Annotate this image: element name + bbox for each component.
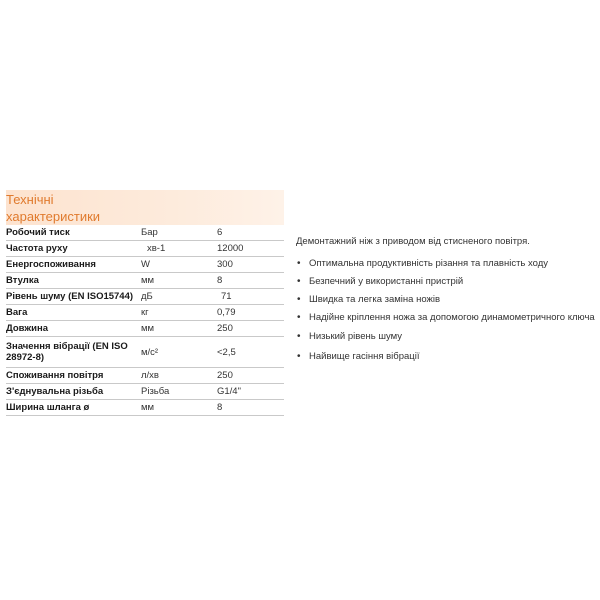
bullet-icon: • <box>297 351 301 362</box>
param-name: Енергоспоживання <box>6 257 141 273</box>
list-item <box>297 276 463 287</box>
param-unit: W <box>141 257 217 273</box>
param-unit: мм <box>141 400 217 416</box>
list-item <box>297 312 595 323</box>
param-unit: кг <box>141 305 217 321</box>
feature-text: Низький рівень шуму <box>309 331 402 342</box>
param-value: 6 <box>217 225 284 241</box>
param-value: 12000 <box>217 241 284 257</box>
table-row <box>6 337 284 368</box>
param-value: 300 <box>217 257 284 273</box>
param-unit: мм <box>141 273 217 289</box>
spec-title-line1: Технічні <box>6 192 54 207</box>
param-value: 250 <box>217 368 284 384</box>
feature-text: Оптимальна продуктивність різання та плавність ходу <box>309 258 549 269</box>
table-row <box>6 384 284 400</box>
product-description: Демонтажний ніж з приводом від стисненого повітря. <box>296 236 530 247</box>
table-row <box>6 305 284 321</box>
param-name: Довжина <box>6 321 141 337</box>
param-name: Вага <box>6 305 141 321</box>
spec-title <box>6 190 284 225</box>
table-row <box>6 257 284 273</box>
param-unit: л/хв <box>141 368 217 384</box>
feature-text: Безпечний у використанні пристрій <box>309 276 464 287</box>
table-row <box>6 400 284 416</box>
feature-text: Надійне кріплення ножа за допомогою динамометричного ключа <box>309 312 595 323</box>
bullet-icon: • <box>297 276 301 287</box>
param-name: Рівень шуму (EN ISO15744) <box>6 289 141 305</box>
param-unit: Бар <box>141 225 217 241</box>
param-value: 8 <box>217 400 284 416</box>
bullet-icon: • <box>297 294 301 305</box>
param-value: <2,5 <box>217 337 284 368</box>
table-row <box>6 289 284 305</box>
list-item <box>297 351 419 362</box>
bullet-icon: • <box>297 258 301 269</box>
spec-table <box>6 225 284 416</box>
param-unit: Різьба <box>141 384 217 400</box>
list-item <box>297 294 440 305</box>
feature-text: Найвище гасіння вібрації <box>309 351 420 362</box>
param-name: Споживання повітря <box>6 368 141 384</box>
spec-table-block <box>6 190 284 416</box>
list-item <box>297 258 548 269</box>
table-row <box>6 368 284 384</box>
param-value: 0,79 <box>217 305 284 321</box>
param-unit: мм <box>141 321 217 337</box>
param-name: Частота руху <box>6 241 141 257</box>
param-unit: м/с² <box>141 337 217 368</box>
param-unit: дБ <box>141 289 217 305</box>
bullet-icon: • <box>297 331 301 342</box>
param-name: Ширина шланга ø <box>6 400 141 416</box>
param-value: G1/4" <box>217 384 284 400</box>
table-row <box>6 321 284 337</box>
param-name: Значення вібрації (EN ISO 28972-8) <box>6 337 141 368</box>
param-value: 71 <box>217 289 284 305</box>
param-name: Робочий тиск <box>6 225 141 241</box>
bullet-icon: • <box>297 312 301 323</box>
param-value: 250 <box>217 321 284 337</box>
table-row <box>6 273 284 289</box>
param-unit: хв-1 <box>141 241 217 257</box>
param-name: З'єднувальна різьба <box>6 384 141 400</box>
param-value: 8 <box>217 273 284 289</box>
table-row <box>6 241 284 257</box>
list-item <box>297 331 402 342</box>
param-name: Втулка <box>6 273 141 289</box>
feature-text: Швидка та легка заміна ножів <box>309 294 441 305</box>
table-row <box>6 225 284 241</box>
spec-title-line2: характеристики <box>6 209 101 224</box>
